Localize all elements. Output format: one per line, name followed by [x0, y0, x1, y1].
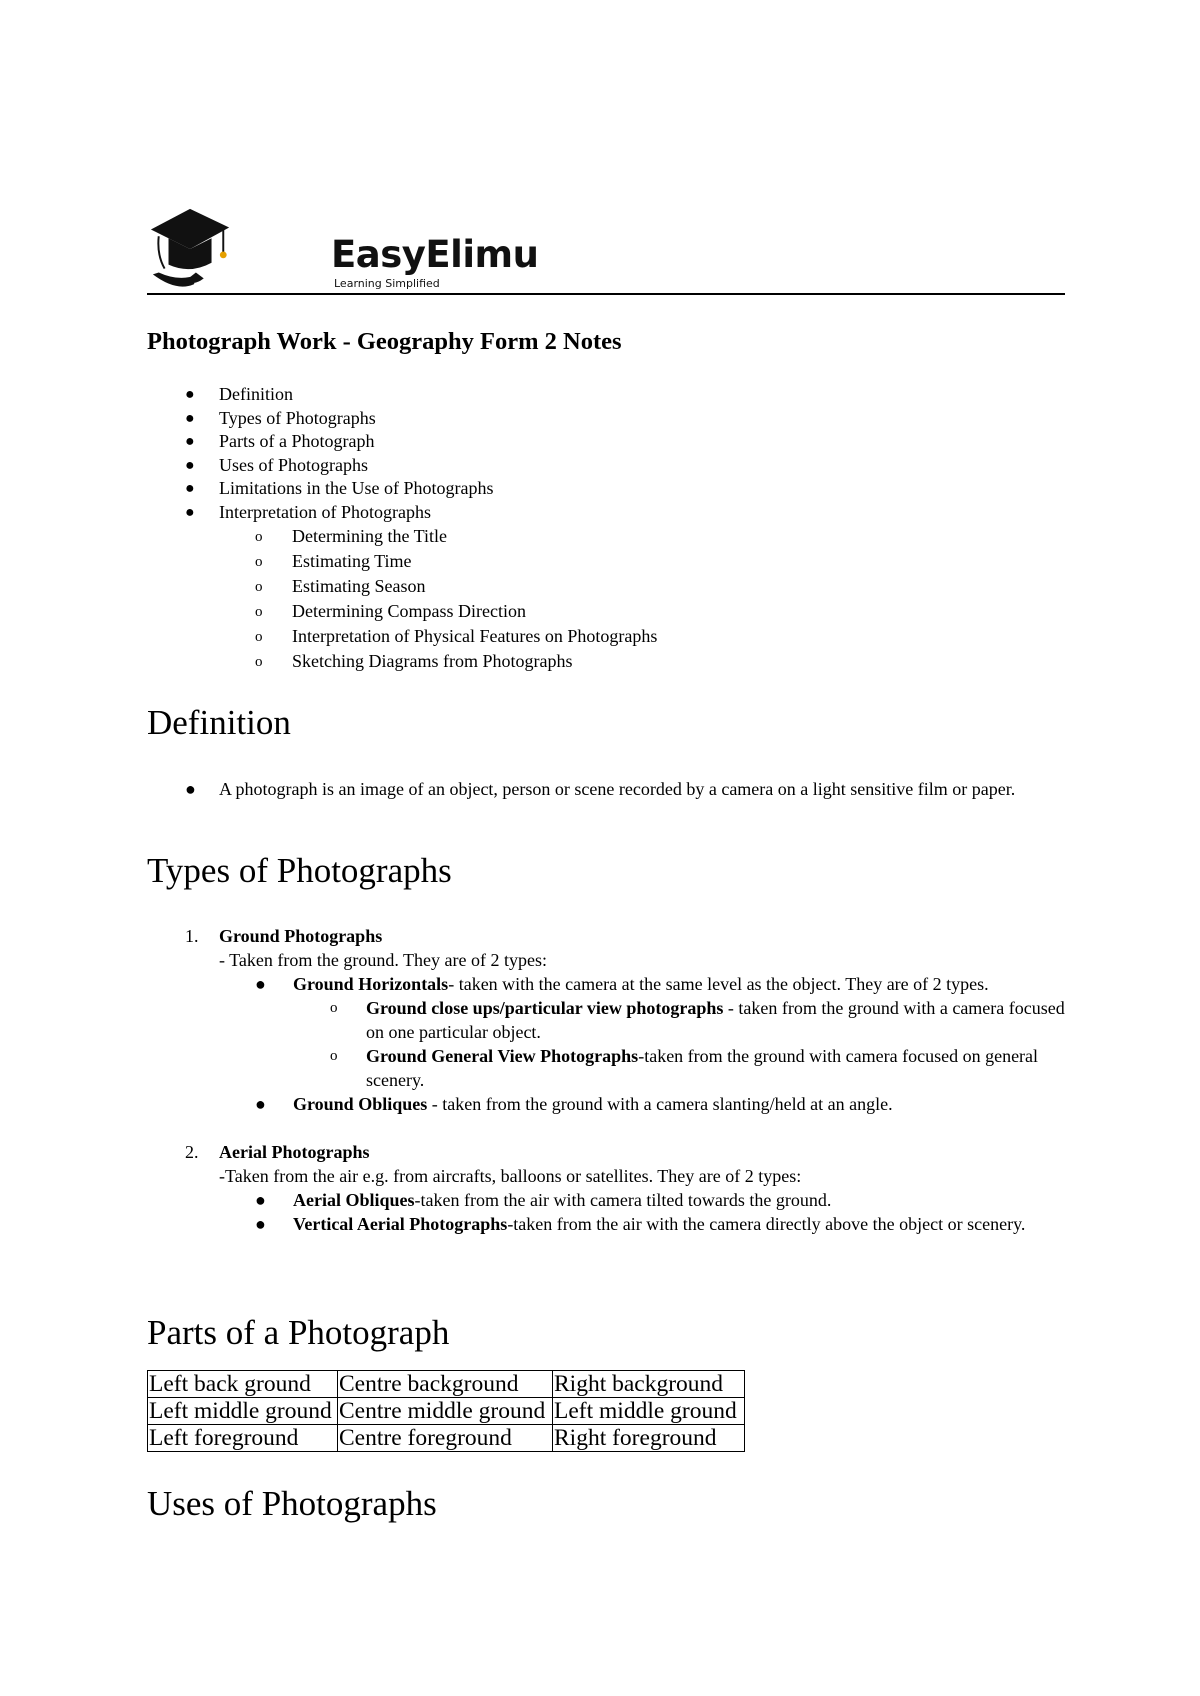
bullet-icon: ●	[185, 409, 195, 427]
contents-subitem[interactable]	[147, 574, 657, 599]
ground-photographs-title: Ground Photographs	[219, 926, 383, 946]
graduation-cap-icon	[147, 205, 235, 293]
sub-bullet-icon: o	[255, 579, 263, 595]
sub-bullet-icon: o	[330, 1000, 338, 1016]
sub-bullet-icon: o	[255, 629, 263, 645]
list-item	[147, 924, 1065, 1116]
aerial-photographs-title: Aerial Photographs	[219, 1142, 370, 1162]
contents-item-label: Interpretation of Photographs	[219, 501, 431, 522]
contents-item[interactable]	[147, 383, 657, 407]
list-item	[147, 1212, 1065, 1236]
ground-intro: - Taken from the ground. They are of 2 types:	[219, 950, 547, 970]
bullet-icon: ●	[185, 433, 195, 450]
contents-subitem-label: Determining the Title	[292, 526, 447, 546]
list-item	[147, 972, 1065, 1092]
table-cell: Centre foreground	[338, 1425, 553, 1452]
uses-heading: Uses of Photographs	[147, 1484, 437, 1523]
sub-bullet-icon: o	[255, 529, 263, 545]
contents-subitem-label: Determining Compass Direction	[292, 601, 526, 621]
term-label: Ground General View Photographs	[366, 1046, 639, 1066]
table-cell: Left middle ground	[553, 1398, 745, 1425]
contents-item-label: Definition	[219, 384, 293, 404]
contents-subitem-label: Sketching Diagrams from Photographs	[292, 651, 573, 671]
list-item	[147, 777, 1065, 801]
term-description: -taken from the ground with camera focused on general scenery.	[366, 1046, 1039, 1090]
sub-bullet-icon: o	[255, 604, 263, 620]
contents-item-label: Types of Photographs	[219, 407, 376, 428]
brand-name: EasyElimu	[331, 233, 539, 276]
bullet-icon: ●	[255, 1190, 266, 1210]
sub-bullet-icon: o	[330, 1048, 338, 1064]
contents-item-label: Uses of Photographs	[219, 454, 368, 475]
page-header	[147, 205, 1065, 295]
contents-item[interactable]	[147, 477, 657, 501]
contents-item[interactable]	[147, 501, 657, 525]
list-item	[147, 996, 1065, 1044]
bullet-icon: ●	[185, 456, 195, 474]
table-cell: Left foreground	[148, 1425, 338, 1452]
term-description: - taken with the camera at the same level as the object. They are of 2 types.	[448, 974, 989, 994]
contents-subitem[interactable]	[147, 624, 657, 649]
contents-subitem[interactable]	[147, 524, 657, 549]
table-row	[148, 1398, 745, 1425]
list-item	[147, 1092, 1065, 1116]
table-cell: Left middle ground	[148, 1398, 338, 1425]
bullet-icon: ●	[185, 503, 195, 521]
sub-bullet-icon: o	[255, 554, 263, 570]
types-section	[147, 924, 1065, 1236]
term-label: Ground close ups/particular view photographs	[366, 998, 724, 1018]
term-label: Aerial Obliques	[293, 1190, 415, 1210]
definition-text: A photograph is an image of an object, person or scene recorded by a camera on a light sensitive film or paper.	[219, 779, 1016, 799]
table-cell: Centre background	[338, 1371, 553, 1398]
table-cell: Right foreground	[553, 1425, 745, 1452]
term-label: Ground Horizontals	[293, 974, 449, 994]
sub-bullet-icon: o	[255, 654, 263, 670]
parts-heading: Parts of a Photograph	[147, 1313, 450, 1352]
term-description: - taken from the ground with a camera focused on one particular object.	[366, 998, 1065, 1042]
contents-item-label: Limitations in the Use of Photographs	[219, 478, 494, 498]
bullet-icon: ●	[185, 779, 196, 799]
definition-heading: Definition	[147, 703, 291, 742]
contents-item[interactable]	[147, 430, 657, 454]
list-item	[147, 1140, 1065, 1236]
term-description: -taken from the air with the camera directly above the object or scenery.	[507, 1214, 1026, 1234]
page-title: Photograph Work - Geography Form 2 Notes	[147, 328, 622, 355]
header-divider	[147, 293, 1065, 295]
term-label: Ground Obliques	[293, 1094, 428, 1114]
table-cell: Centre middle ground	[338, 1398, 553, 1425]
bullet-icon: ●	[185, 386, 195, 403]
bullet-icon: ●	[255, 1094, 266, 1114]
contents-subitem-label: Estimating Time	[292, 551, 412, 571]
list-item	[147, 1044, 1065, 1092]
table-row	[148, 1371, 745, 1398]
table-row	[148, 1425, 745, 1452]
contents-sublist-wrapper	[147, 524, 657, 674]
contents-subitem[interactable]	[147, 649, 657, 674]
contents-subitem[interactable]	[147, 599, 657, 624]
contents-subitem[interactable]	[147, 549, 657, 574]
bullet-icon: ●	[185, 480, 195, 497]
types-heading: Types of Photographs	[147, 851, 452, 890]
parts-table	[147, 1370, 745, 1452]
bullet-icon: ●	[255, 974, 266, 994]
table-cell: Left back ground	[148, 1371, 338, 1398]
contents-list	[147, 383, 657, 674]
list-item	[147, 1188, 1065, 1212]
item-number: 2.	[185, 1142, 199, 1162]
brand-tagline: Learning Simplified	[334, 277, 440, 290]
contents-subitem-label: Interpretation of Physical Features on Photographs	[292, 626, 658, 646]
term-label: Vertical Aerial Photographs	[293, 1214, 508, 1234]
contents-item[interactable]	[147, 454, 657, 478]
table-cell: Right background	[553, 1371, 745, 1398]
definition-list	[147, 777, 1065, 801]
term-description: - taken from the ground with a camera slanting/held at an angle.	[427, 1094, 893, 1114]
contents-item[interactable]	[147, 407, 657, 431]
term-description: -taken from the air with camera tilted towards the ground.	[414, 1190, 832, 1210]
item-number: 1.	[185, 926, 199, 946]
contents-item-label: Parts of a Photograph	[219, 431, 375, 451]
contents-sublist	[147, 524, 657, 674]
aerial-intro: -Taken from the air e.g. from aircrafts, balloons or satellites. They are of 2 types:	[219, 1166, 802, 1186]
bullet-icon: ●	[255, 1214, 266, 1234]
contents-subitem-label: Estimating Season	[292, 576, 426, 596]
